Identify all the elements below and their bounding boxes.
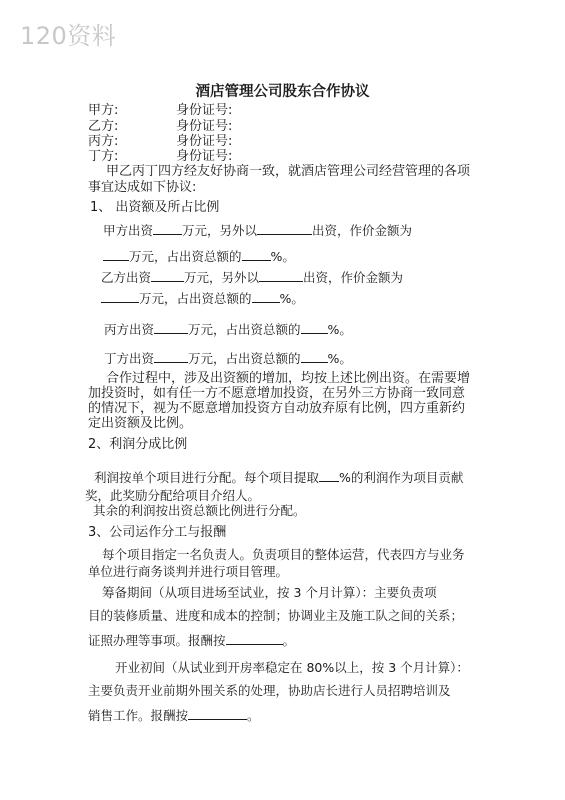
party-yi-label: 乙方:	[88, 119, 119, 134]
section-3-p1-line-1: 每个项目指定一名负责人。负责项目的整体运营，代表四方与业务	[102, 547, 465, 562]
blank-field[interactable]	[154, 320, 188, 334]
text: 万元，占出资总额的	[188, 351, 301, 366]
section-1-heading: 1、 出资额及所占比例	[90, 200, 220, 215]
section-1-para-line-3: 的情况下，视为不愿意增加投资方自动放弃原有比例，四方重新约	[88, 401, 466, 416]
jia-contribution-line-2	[103, 247, 295, 265]
section-3-p3-line-1: 开业初间（从试业到开房率稳定在 80%以上，按 3 个月计算）：	[115, 660, 469, 675]
section-1-para-line-4: 定出资额及比例。	[88, 416, 193, 431]
section-2-line-2: 奖，此奖励分配给项目介绍人。	[85, 488, 261, 503]
text: 万元，占出资总额的	[129, 249, 242, 264]
section-3-p3-line-3	[88, 706, 260, 724]
text: %的利润作为项目贡献	[339, 470, 464, 485]
section-3-p1-line-2: 单位进行商务谈判并进行项目管理。	[88, 564, 289, 579]
text: 利润按单个项目进行分配。每个项目提取	[94, 470, 320, 485]
party-ding-label: 丁方:	[88, 149, 119, 164]
document-title: 酒店管理公司股东合作协议	[195, 84, 370, 100]
blank-field[interactable]	[319, 468, 339, 482]
section-2-heading: 2、利润分成比例	[88, 437, 188, 452]
text: 出资，作价金额为	[303, 270, 404, 285]
text: 乙方出资	[101, 270, 152, 285]
blank-field[interactable]	[101, 289, 139, 303]
text: 万元，另外以	[184, 270, 260, 285]
blank-field[interactable]	[259, 268, 303, 282]
watermark: 120资料	[20, 22, 117, 50]
blank-field[interactable]	[252, 289, 280, 303]
section-3-p3-line-2: 主要负责开业前期外围关系的处理，协助店长进行人员招聘培训及	[88, 683, 451, 698]
party-bing-label: 丙方:	[88, 134, 119, 149]
section-3-p2-line-2: 目的装修质量、进度和成本的控制；协调业主及施工队之间的关系；	[88, 608, 464, 623]
party-bing-id-label: 身份证号:	[176, 134, 233, 149]
section-2-line-1	[94, 468, 463, 486]
text: 出资，作价金额为	[312, 223, 413, 238]
blank-field[interactable]	[301, 349, 328, 363]
text: 甲方出资	[103, 223, 154, 238]
text: 。	[247, 708, 260, 723]
text: 丁方出资	[104, 351, 155, 366]
yi-contribution-line-1	[101, 268, 403, 286]
blank-field[interactable]	[301, 320, 328, 334]
party-yi-id-label: 身份证号:	[176, 119, 233, 134]
text: 丙方出资	[104, 322, 155, 337]
text: %。	[270, 249, 295, 264]
section-2-line-3: 其余的利润按出资总额比例进行分配。	[93, 503, 306, 518]
party-jia-label: 甲方:	[88, 103, 119, 118]
section-1-para-line-2: 加投资时，如有任一方不愿意增加投资，在另外三方协商一致同意	[88, 386, 466, 401]
intro-line-1: 甲乙丙丁四方经友好协商一致，就酒店管理公司经营管理的各项	[106, 164, 471, 179]
text: 证照办理等事项。报酬按	[88, 633, 226, 648]
section-3-p2-line-1: 筹备期间（从项目进场至试业，按 3 个月计算）：主要负责项	[102, 585, 437, 600]
yi-contribution-line-2	[101, 289, 304, 307]
section-3-heading: 3、公司运作分工与报酬	[88, 525, 227, 540]
blank-field[interactable]	[188, 706, 247, 720]
blank-field[interactable]	[154, 349, 188, 363]
blank-field[interactable]	[257, 221, 312, 235]
party-jia-id-label: 身份证号:	[176, 103, 233, 118]
blank-field[interactable]	[103, 247, 129, 261]
text: %。	[327, 351, 352, 366]
blank-field[interactable]	[226, 631, 283, 645]
bing-contribution-line	[104, 320, 352, 338]
jia-contribution-line-1	[103, 221, 412, 239]
section-1-para-line-1: 合作过程中，涉及出资额的增加，均按上述比例出资。在需要增	[106, 371, 471, 386]
intro-line-2: 事宜达成如下协议:	[88, 180, 197, 195]
text: %。	[327, 322, 352, 337]
section-3-p2-line-3	[88, 631, 295, 649]
text: 万元，占出资总额的	[188, 322, 301, 337]
text: %。	[279, 291, 304, 306]
text: 。	[282, 633, 296, 648]
ding-contribution-line	[104, 349, 352, 367]
text: 万元，另外以	[182, 223, 258, 238]
party-ding-id-label: 身份证号:	[176, 149, 233, 164]
text: 万元，占出资总额的	[139, 291, 252, 306]
blank-field[interactable]	[151, 268, 184, 282]
text: 销售工作。报酬按	[88, 708, 189, 723]
blank-field[interactable]	[242, 247, 271, 261]
blank-field[interactable]	[153, 221, 182, 235]
